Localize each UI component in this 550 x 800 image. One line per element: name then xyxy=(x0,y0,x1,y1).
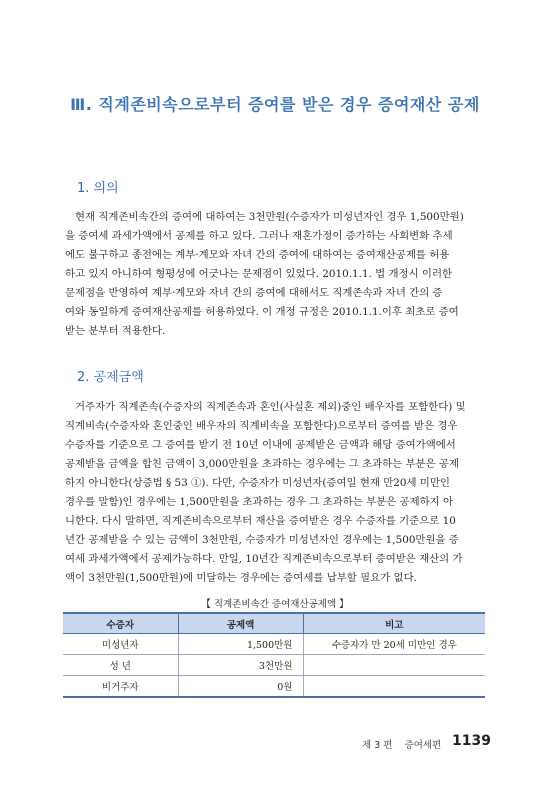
footer-part: 제 3 편 xyxy=(362,740,393,751)
cell-recipient: 비거주자 xyxy=(63,676,178,698)
paragraph-line: 받는 분부터 적용한다. xyxy=(65,325,166,337)
table-row xyxy=(63,676,485,698)
table-row xyxy=(63,655,485,676)
paragraph-line: 여세 과세가액에서 공제가능하다. 만일, 10년간 직계존비속으로부터 증여받은 재산의 가 xyxy=(65,553,463,565)
paragraph-line: 거주자가 직계존속(수증자의 직계존속과 혼인(사실혼 제외)중인 배우자를 포함한다) 및 xyxy=(75,401,466,413)
paragraph-line: 년간 공제받을 수 있는 금액이 3천만원, 수증자가 미성년자인 경우에는 1,500만원을 증 xyxy=(65,534,459,546)
paragraph-line: 경우를 말함)인 경우에는 1,500만원을 초과하는 경우 그 초과하는 부분은 공제하지 아 xyxy=(65,496,454,508)
paragraph-line: 문제점을 반영하여 계부·계모와 자녀 간의 증여에 대해서도 직계존속과 자녀 간의 증 xyxy=(65,287,443,299)
cell-note: 수증자가 만 20세 미만인 경우 xyxy=(303,634,485,655)
paragraph-line: 액이 3천만원(1,500만원)에 미달하는 경우에는 증여세를 납부할 필요가 없다. xyxy=(65,572,417,584)
paragraph-line: 에도 불구하고 종전에는 계부·계모와 자녀 간의 증여에 대하여는 증여재산공제를 허용 xyxy=(65,249,450,261)
section-heading-meaning: 1. 의의 xyxy=(77,181,119,196)
paragraph-line: 직계비속(수증자와 혼인중인 배우자의 직계비속을 포함한다)으로부터 증여를 받은 경우 xyxy=(65,420,458,432)
header-deduction: 공제액 xyxy=(178,613,303,634)
footer-chapter: 증여세편 xyxy=(404,740,442,751)
cell-deduction: 1,500만원 xyxy=(178,634,303,655)
paragraph-line: 하고 있지 아니하여 형평성에 어긋나는 문제점이 있었다. 2010.1.1. 법 개정시 이러한 xyxy=(65,268,453,280)
cell-deduction: 0원 xyxy=(178,676,303,698)
page-title: Ⅲ. 직계존비속으로부터 증여를 받은 경우 증여재산 공제 xyxy=(70,95,480,114)
page-number: 1139 xyxy=(452,733,491,749)
deduction-table xyxy=(63,612,485,698)
table-header-row xyxy=(63,613,485,634)
table-row xyxy=(63,634,485,655)
cell-recipient: 미성년자 xyxy=(63,634,178,655)
paragraph-line: 현재 직계존비속간의 증여에 대하여는 3천만원(수증자가 미성년자인 경우 1,500만원) xyxy=(75,211,464,223)
cell-recipient: 성 년 xyxy=(63,655,178,676)
table-caption: 【 직계존비속간 증여재산공제액 】 xyxy=(201,599,349,610)
paragraph-line: 을 증여세 과세가액에서 공제를 하고 있다. 그러나 재혼가정이 증가하는 사회변화 추세 xyxy=(65,230,453,242)
paragraph-line: 수증자를 기준으로 그 증여를 받기 전 10년 이내에 공제받은 금액과 해당 증여가액에서 xyxy=(65,439,456,451)
cell-deduction: 3천만원 xyxy=(178,655,303,676)
header-note: 비고 xyxy=(303,613,485,634)
section-heading-deduction-amount: 2. 공제금액 xyxy=(77,370,144,385)
paragraph-line: 하지 아니한다(상증법 § 53 ①). 다만, 수증자가 미성년자(증여일 현재 만20세 미만인 xyxy=(65,477,450,489)
paragraph-line: 니한다. 다시 말하면, 직계존비속으로부터 재산을 증여받은 경우 수증자를 기준으로 10 xyxy=(65,515,456,527)
cell-note xyxy=(303,676,485,698)
footer-section-label xyxy=(362,737,441,751)
paragraph-line: 공제받을 금액을 합친 금액이 3,000만원을 초과하는 경우에는 그 초과하는 부분은 공제 xyxy=(65,458,460,470)
cell-note xyxy=(303,655,485,676)
header-recipient: 수증자 xyxy=(63,613,178,634)
paragraph-line: 여와 동일하게 증여재산공제를 허용하였다. 이 개정 규정은 2010.1.1.이후 최초로 증여 xyxy=(65,306,459,318)
